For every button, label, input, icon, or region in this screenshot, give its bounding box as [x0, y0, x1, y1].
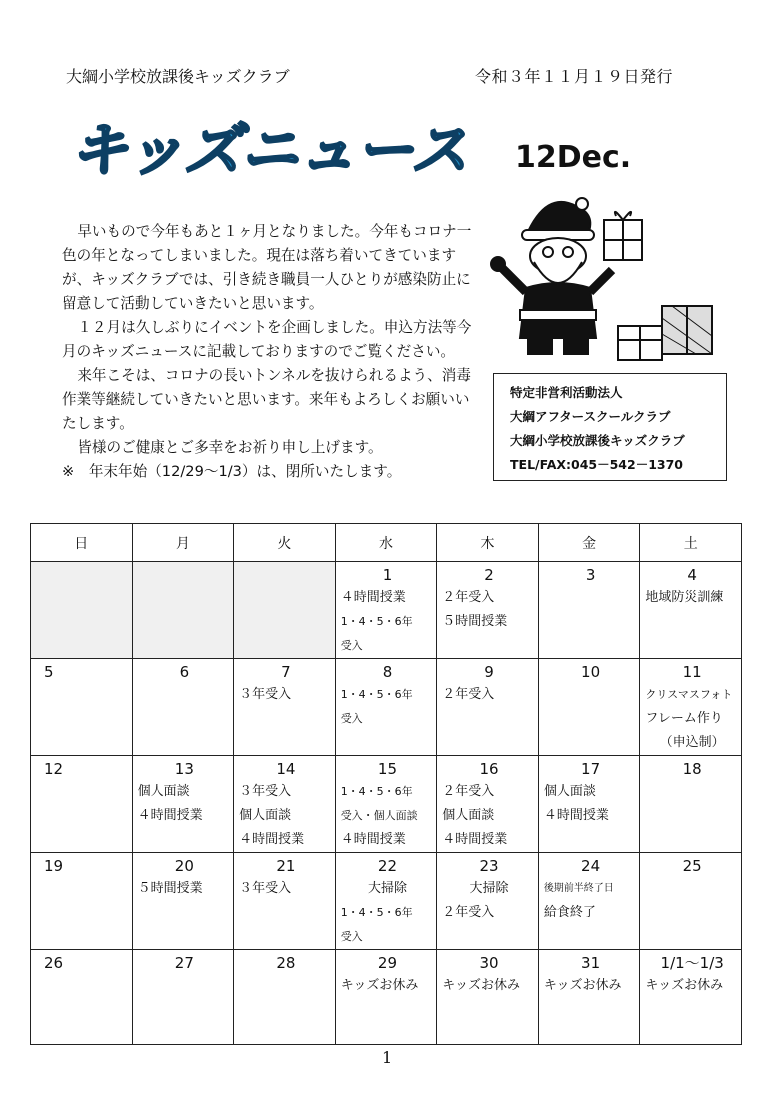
event-label: 個人面談	[442, 808, 495, 823]
event-label: ５時間授業	[137, 881, 203, 896]
event-label: キッズお休み	[340, 978, 419, 993]
event-label: 給食終了	[543, 905, 596, 920]
event-label: 受入・個人面談	[340, 809, 418, 822]
day-number: 7	[281, 663, 291, 681]
org-line-1: 特定非営利活動法人	[510, 385, 623, 400]
calendar-day-cell	[335, 756, 437, 853]
day-number: 1	[382, 566, 393, 584]
day-number: 9	[484, 663, 494, 681]
weekday-tue: 火	[234, 524, 336, 562]
event-label: ２年受入	[442, 687, 495, 702]
event-label: 個人面談	[137, 784, 190, 799]
event-label: ２年受入	[442, 784, 495, 799]
calendar-day-cell	[234, 950, 336, 1045]
event-label: ３年受入	[239, 881, 292, 896]
event-label: ４時間授業	[543, 808, 609, 823]
calendar-week-row	[31, 562, 742, 659]
calendar-table	[30, 523, 742, 1045]
club-name: 大綱小学校放課後キッズクラブ	[66, 67, 290, 86]
day-number: 1/1～1/3	[660, 954, 724, 972]
calendar-day-cell	[132, 950, 234, 1045]
day-number: 16	[479, 760, 499, 778]
calendar-day-cell	[640, 950, 742, 1045]
day-number: 26	[44, 954, 64, 972]
day-number: 11	[682, 663, 702, 681]
organization-box	[493, 373, 727, 481]
event-label: ３年受入	[239, 784, 292, 799]
weekday-fri: 金	[538, 524, 640, 562]
calendar-day-cell	[640, 659, 742, 756]
day-number: 4	[687, 566, 697, 584]
event-label: ４時間授業	[137, 808, 203, 823]
calendar-day-cell	[132, 659, 234, 756]
calendar-week-row	[31, 950, 742, 1045]
calendar-day-cell	[234, 562, 336, 659]
day-number: 24	[581, 857, 601, 875]
event-label: ４時間授業	[340, 832, 406, 847]
event-label: ２年受入	[442, 590, 495, 605]
day-number: 14	[276, 760, 296, 778]
calendar-day-cell	[31, 756, 133, 853]
calendar-day-cell	[335, 562, 437, 659]
day-number: 19	[44, 857, 64, 875]
calendar-day-cell	[31, 853, 133, 950]
intro-paragraph-4: 皆様のご健康とご多幸をお祈り申し上げます。	[77, 439, 383, 456]
day-number: 3	[585, 566, 596, 584]
event-label: ３年受入	[239, 687, 292, 702]
org-line-3: 大綱小学校放課後キッズクラブ	[510, 433, 685, 448]
event-label: 受入	[340, 712, 363, 725]
calendar-day-cell	[132, 756, 234, 853]
calendar-day-cell	[234, 756, 336, 853]
calendar-day-cell	[437, 756, 539, 853]
day-number: 17	[581, 760, 601, 778]
calendar-day-cell	[538, 950, 640, 1045]
event-label: 個人面談	[239, 808, 292, 823]
day-number: 8	[382, 663, 393, 681]
event-label: 受入	[340, 639, 363, 652]
calendar-day-cell	[437, 659, 539, 756]
event-label: ２年受入	[442, 905, 495, 920]
day-number: 21	[276, 857, 296, 875]
santa-illustration	[486, 188, 726, 368]
weekday-header-row	[31, 524, 742, 562]
event-label: 個人面談	[543, 784, 596, 799]
weekday-sun: 日	[31, 524, 133, 562]
calendar-day-cell	[538, 659, 640, 756]
org-line-2: 大綱アフタースクールクラブ	[510, 409, 671, 424]
calendar-day-cell	[437, 853, 539, 950]
event-label: ４時間授業	[239, 832, 305, 847]
calendar-day-cell	[538, 853, 640, 950]
day-number: 6	[179, 663, 190, 681]
newsletter-logo	[66, 114, 476, 182]
event-label: （申込制）	[659, 735, 725, 750]
intro-paragraph-3: 来年こそは、コロナの長いトンネルを抜けられるよう、消毒作業等継続していきたいと思います。来年もよろしくお願いいたします。	[62, 367, 471, 432]
calendar-day-cell	[335, 659, 437, 756]
event-label: ５時間授業	[442, 614, 508, 629]
event-label: キッズお休み	[442, 978, 520, 993]
event-label: ４時間授業	[340, 590, 406, 605]
santa-icon	[491, 198, 612, 354]
calendar-day-cell	[538, 562, 640, 659]
calendar-day-cell	[132, 562, 234, 659]
day-number: 25	[682, 857, 702, 875]
event-label: キッズお休み	[543, 978, 622, 993]
month-label: 12Dec.	[515, 140, 632, 175]
calendar-day-cell	[234, 659, 336, 756]
weekday-mon: 月	[132, 524, 234, 562]
issue-date: 令和３年１１月１９日発行	[475, 67, 674, 86]
intro-paragraph-2: １２月は久しぶりにイベントを企画しました。申込方法等今月のキッズニュースに記載しておりますのでご覧ください。	[62, 319, 472, 360]
calendar-day-cell	[640, 853, 742, 950]
gift-icon	[604, 212, 712, 360]
weekday-wed: 水	[335, 524, 437, 562]
intro-paragraph-1: 早いもので今年もあと１ヶ月となりました。今年もコロナ一色の年となってしまいました。現在は落ち着いてきていますが、キッズクラブでは、引き続き職員一人ひとりが感染防止に留意して活動していきたいと思います。	[62, 223, 472, 312]
calendar-day-cell	[31, 659, 133, 756]
intro-text	[62, 220, 482, 484]
calendar-day-cell	[640, 756, 742, 853]
event-label: 1・4・5・6年	[340, 906, 413, 919]
day-number: 10	[581, 663, 601, 681]
event-label: 受入	[340, 930, 363, 943]
calendar-day-cell	[234, 853, 336, 950]
day-number: 13	[174, 760, 194, 778]
day-number: 2	[484, 566, 494, 584]
calendar-day-cell	[640, 562, 742, 659]
logo-text: キッズニュース	[70, 116, 468, 182]
calendar-week-row	[31, 756, 742, 853]
event-label: キッズお休み	[645, 978, 724, 993]
day-number: 5	[44, 663, 54, 681]
event-label: 1・4・5・6年	[340, 688, 413, 701]
event-label: 後期前半終了日	[543, 883, 614, 894]
event-label: フレーム作り	[645, 711, 723, 726]
calendar-day-cell	[335, 853, 437, 950]
day-number: 12	[44, 760, 64, 778]
calendar-day-cell	[437, 562, 539, 659]
day-number: 23	[479, 857, 499, 875]
calendar-day-cell	[437, 950, 539, 1045]
calendar-day-cell	[538, 756, 640, 853]
day-number: 22	[377, 857, 398, 875]
weekday-thu: 木	[437, 524, 539, 562]
calendar-week-row	[31, 659, 742, 756]
day-number: 18	[682, 760, 702, 778]
day-number: 29	[377, 954, 398, 972]
day-number: 27	[174, 954, 194, 972]
event-label: ４時間授業	[442, 832, 508, 847]
day-number: 28	[276, 954, 296, 972]
calendar-day-cell	[335, 950, 437, 1045]
org-contact: TEL/FAX:045－542－1370	[510, 457, 683, 472]
calendar-day-cell	[31, 950, 133, 1045]
day-number: 20	[174, 857, 194, 875]
closure-notice: ※ 年末年始（12/29～1/3）は、閉所いたします。	[62, 463, 402, 480]
day-number: 30	[479, 954, 499, 972]
event-label: 大掃除	[367, 881, 407, 896]
event-label: 大掃除	[469, 881, 509, 896]
day-number: 15	[377, 760, 398, 778]
event-label: クリスマスフォト	[645, 688, 733, 701]
calendar-day-cell	[31, 562, 133, 659]
page-number: 1	[382, 1048, 393, 1067]
day-number: 31	[581, 954, 601, 972]
calendar-body	[31, 562, 742, 1045]
event-label: 1・4・5・6年	[340, 615, 413, 628]
weekday-sat: 土	[640, 524, 742, 562]
calendar-day-cell	[132, 853, 234, 950]
calendar-week-row	[31, 853, 742, 950]
event-label: 地域防災訓練	[645, 590, 724, 605]
event-label: 1・4・5・6年	[340, 785, 413, 798]
